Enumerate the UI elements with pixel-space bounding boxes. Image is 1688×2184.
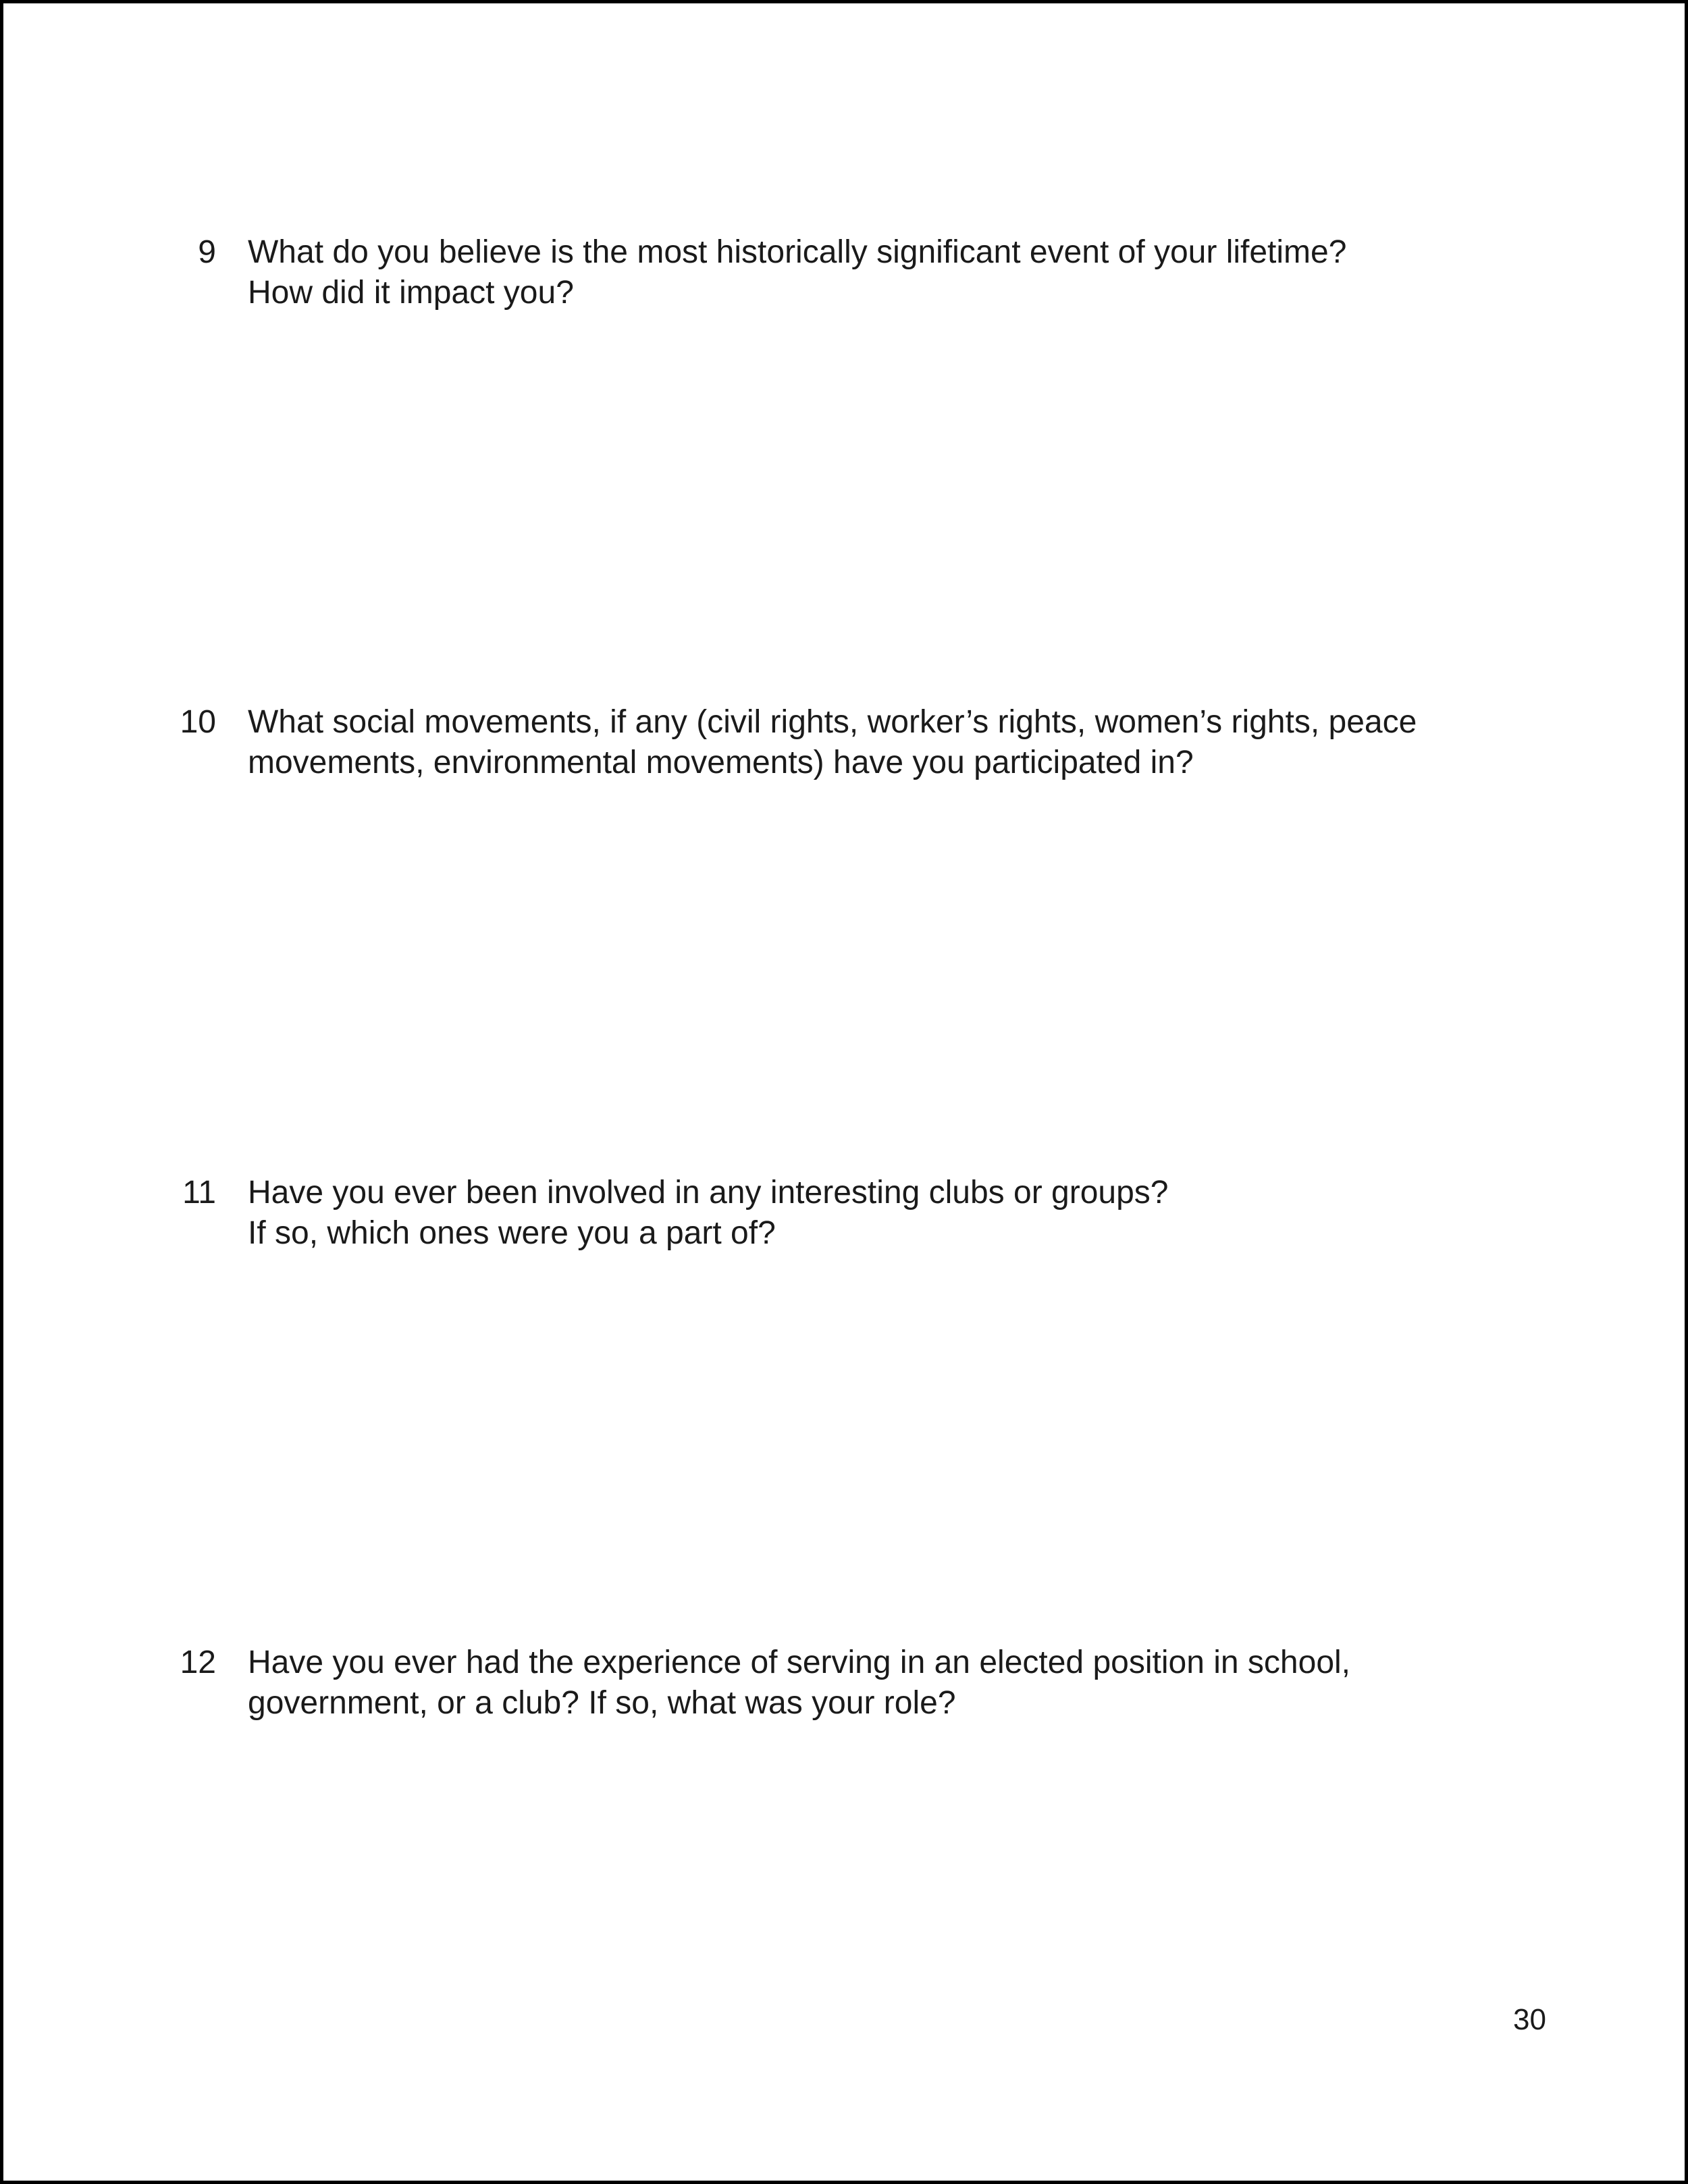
question-text — [248, 1173, 1531, 1254]
question-line: What do you believe is the most historically significant event of your lifetime? — [248, 234, 1347, 270]
question-text — [248, 702, 1531, 783]
question-line: movements, environmental movements) have you participated in? — [248, 745, 1194, 780]
question-number: 12 — [180, 1645, 216, 1680]
question-line: Have you ever been involved in any interesting clubs or groups? — [248, 1175, 1169, 1210]
question-text — [248, 232, 1531, 313]
page-number: 30 — [1513, 2003, 1546, 2036]
question-line: Have you ever had the experience of serving in an elected position in school, — [248, 1645, 1351, 1680]
question-text — [248, 1643, 1531, 1724]
question-line: government, or a club? If so, what was your role? — [248, 1685, 956, 1721]
question-number: 11 — [182, 1175, 216, 1210]
question-line: What social movements, if any (civil rights, worker’s rights, women’s rights, peace — [248, 704, 1417, 740]
question-line: If so, which ones were you a part of? — [248, 1215, 776, 1251]
question-number: 9 — [198, 234, 216, 270]
question-line: How did it impact you? — [248, 275, 574, 311]
question-number: 10 — [180, 704, 216, 740]
